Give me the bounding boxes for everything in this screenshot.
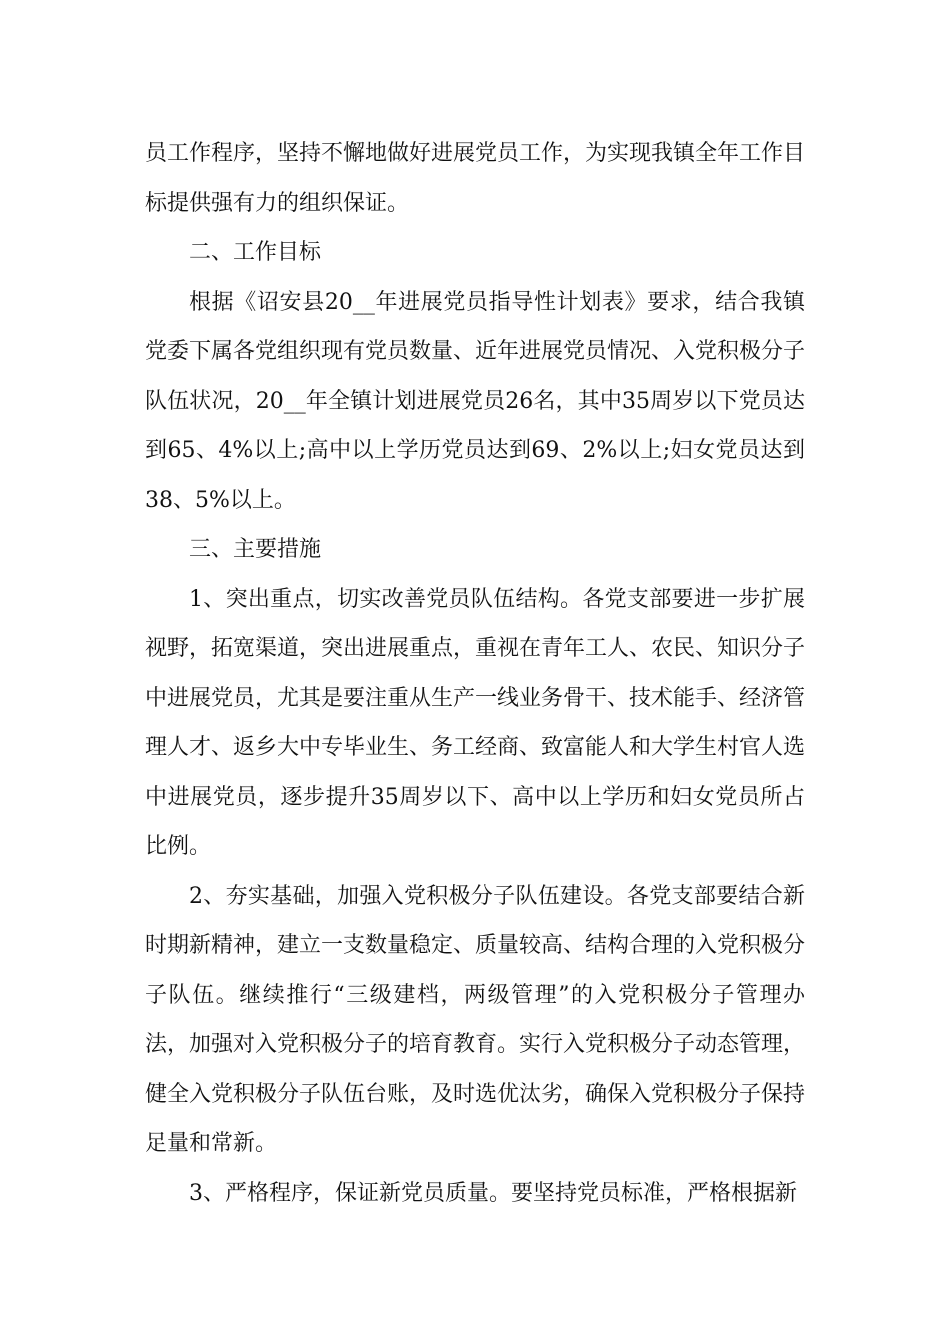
paragraph-continuation: 员工作程序，坚持不懈地做好进展党员工作，为实现我镇全年工作目标提供强有力的组织保证。 — [145, 141, 806, 216]
paragraph-goals: 根据《诏安县20__年进展党员指导性计划表》要求，结合我镇党委下属各党组织现有党员数量、近年进展党员情况、入党积极分子队伍状况，20__年全镇计划进展党员26名，其中35周岁以下党员达到65、4%以上;高中以上学历党员达到69、2%以上;妇女党员达到38、5%以上。 — [145, 289, 806, 513]
section-heading-main-measures: 三、主要措施 — [189, 537, 322, 562]
paragraph-measure-2: 2、夯实基础，加强入党积极分子队伍建设。各党支部要结合新时期新精神，建立一支数量稳定、质量较高、结构合理的入党积极分子队伍。继续推行“三级建档，两级管理”的入党积极分子管理办法，加强对入党积极分子的培育教育。实行入党积极分子动态管理，健全入党积极分子队伍台账，及时选优汰劣，确保入党积极分子保持足量和常新。 — [145, 883, 806, 1156]
paragraph-measure-3: 3、严格程序，保证新党员质量。要坚持党员标准，严格根据新 — [189, 1180, 797, 1206]
paragraph-measure-1: 1、突出重点，切实改善党员队伍结构。各党支部要进一步扩展视野，拓宽渠道，突出进展重点，重视在青年工人、农民、知识分子中进展党员，尤其是要注重从生产一线业务骨干、技术能手、经济管理人才、返乡大中专毕业生、务工经商、致富能人和大学生村官人选中进展党员，逐步提升35周岁以下、高中以上学历和妇女党员所占比例。 — [145, 586, 806, 859]
document-body — [145, 129, 805, 1218]
section-heading-work-goals: 二、工作目标 — [189, 240, 322, 265]
